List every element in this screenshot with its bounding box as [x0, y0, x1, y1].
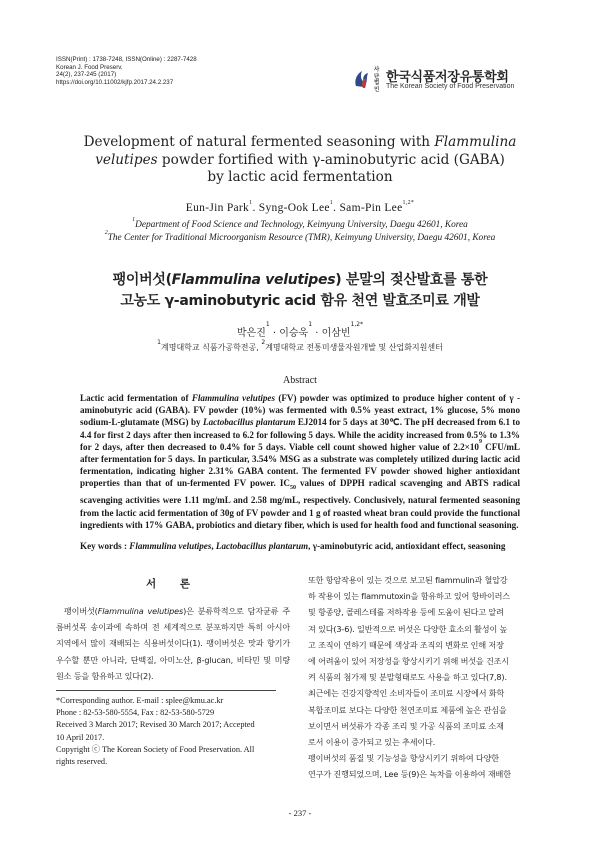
intro-paragraph: 팽이버섯(Flammulina velutipes)은 분류학적으로 담자균류 주름버섯목 송이과에 속하며 전 세계적으로 분포하지만 특히 아시아 지역에서 많이 재배되는 식용버섯이다(1). 팽이버섯은 맛과 향기가 우수할 뿐만 아니라, 단백질, 아미노산, β-glucan, 비타민 및 미량 원소 등을 함유하고 있다(2).: [56, 606, 290, 681]
text-line: 로서 이용이 증가되고 있는 추세이다.: [308, 737, 436, 748]
affiliations-korean: $^1$계명대학교 식품가공학전공, $^2$계명대학교 전통미생물자원개발 및 산업화지원센터: [157, 339, 443, 352]
text-line: 및 항종양, 콜레스테롤 저하작용 등에 도움이 된다고 알려: [308, 607, 504, 618]
copyright-line-cont: rights reserved.: [56, 757, 108, 767]
society-english-name: The Korean Society of Food Preservation: [386, 83, 515, 90]
page-number: - 237 -: [288, 808, 312, 818]
affiliations-english: [40, 219, 560, 244]
text-line: 보이면서 버섯류가 각종 조리 및 가공 식품의 조미료 소재: [308, 720, 504, 731]
text-line: 또한 항암작용이 있는 것으로 보고된 flammulin과 혈압강: [308, 575, 508, 585]
paper-title-english: [60, 134, 540, 187]
issn-line: ISSN(Print) : 1738-7248, ISSN(Online) : 2287-7428: [56, 56, 197, 63]
journal-header: [56, 56, 316, 86]
korean-title-line-2: 고농도 γ-aminobutyric acid 함유 천연 발효조미료 개발: [120, 293, 480, 309]
text-line: 복합조미료 보다는 다양한 천연조미료 제품에 높은 관심을: [308, 704, 507, 715]
abstract-heading: Abstract: [283, 375, 317, 386]
journal-name: Korean J. Food Preserv.: [56, 63, 123, 71]
copyright-line: Copyright ⓒ The Korean Society of Food Preservation. All: [56, 744, 255, 754]
text-line: 져 있다(3-6). 일반적으로 버섯은 다양한 효소의 활성이 높: [308, 623, 508, 634]
title-line-3: by lactic acid fermentation: [207, 169, 393, 185]
corresponding-author: *Corresponding author. E-mail : splee@kmu.ac.kr: [56, 696, 224, 705]
society-logo: [352, 66, 548, 96]
footnote: [56, 695, 292, 768]
text-line: 최근에는 건강지향적인 소비자들이 조미료 시장에서 화학: [308, 688, 505, 699]
logo-small-text: 사단 법인: [374, 67, 380, 93]
affiliation-2: $^2$The Center for Traditional Microorganism Resource (TMR), Keimyung University, Daegu 42601, Korea: [104, 229, 496, 243]
society-emblem-icon: [352, 68, 372, 90]
abstract-body: Lactic acid fermentation of Flammulina velutipes (FV) powder was optimized to produce higher content of γ -aminobutyric acid (GABA). FV powder (10%) was fermented with 0.5% yeast extract, 1% glucose, 5% mono sodium-L-glutamate (MSG) by Lactobacillus plantarum EJ2014 for 5 days at 30℃. The pH decreased from 6.1 to 4.4 for first 2 days after then increased to 6.2 for following 5 days. While the acidity increased from 0.5% to 1.3% for 2 days, after then decreased to 0.4% for 5 days. Viable cell count showed higher value of $2.2\times 10^9$ CFU/mL after fermentation for 5 days. In particular, 3.54% MSG as a substrate was completely utilized during lactic acid fermentation, indicating higher 2.31% GABA content. The fermented FV powder showed higher antioxidant properties than that of un-fermented FV power. $IC_{50}$ values of DPPH radical scavenging and ABTS radical scavenging activities were 1.11 mg/mL and 2.58 mg/mL, respectively. Conclusively, natural fermented seasoning from the lactic acid fermentation of 30g of FV powder and 1 g of roasted wheat bran could provide the functional ingredients with 17% GABA, probiotics and dietary fiber, which is used for health food and functional seasoning.: [80, 393, 521, 530]
text-line: 팽이버섯의 품질 및 기능성을 향상시키기 위하여 다양한: [308, 753, 499, 764]
society-korean-name: 한국식품저장유통학회: [386, 70, 509, 85]
text-line: 켜 식품의 첨가제 및 분말형태로도 사용을 하고 있다(7,8).: [308, 672, 507, 683]
text-line: 고 조직이 연하기 때문에 색상과 조직의 변화로 인해 저장: [308, 639, 504, 650]
contact-phone: Phone : 82-53-580-5554, Fax : 82-53-580-5729: [56, 708, 215, 718]
paper-title-korean: [40, 270, 560, 312]
right-column: [308, 572, 544, 783]
text-line: 연구가 진행되었으며, Lee 등(9)은 녹차를 이용하여 재배한: [308, 769, 511, 780]
text-line: 에 어려움이 있어 저장성을 향상시키기 위해 버섯을 건조시: [308, 656, 510, 667]
section-heading-introduction: 서 론: [146, 578, 200, 590]
korean-title-line-1: 팽이버섯(Flammulina velutipes) 분말의 젖산발효를 통한: [112, 272, 488, 288]
received-dates-cont: 10 April 2017.: [56, 732, 105, 742]
title-line-2: velutipes powder fortified with γ-aminobutyric acid (GABA): [95, 151, 505, 168]
footnote-divider: [56, 690, 276, 691]
left-column: [56, 572, 290, 684]
text-line: 하 작용이 있는 flammutoxin을 함유하고 있어 항바이러스: [308, 591, 510, 602]
title-line-1: Development of natural fermented seasoning with Flammulina: [83, 134, 517, 150]
authors-korean: 박은진$^1$ · 이승욱$^1$ · 이삼빈$^{1,2*}$: [236, 321, 364, 339]
received-dates: Received 3 March 2017; Revised 30 March 2017; Accepted: [56, 720, 255, 730]
keywords: Key words : Flammulina velutipes, Lactobacillus plantarum, γ-aminobutyric acid, antioxidant effect, seasoning: [80, 541, 506, 551]
volume-pages: 24(2), 237-245 (2017): [56, 71, 117, 79]
authors-english: Eun-Jin Park$^1$. Syng-Ook Lee$^1$. Sam-Pin Lee$^{1,2*}$: [185, 200, 415, 214]
right-column-text: [308, 572, 544, 783]
doi-link[interactable]: https://doi.org/10.11002/kjfp.2017.24.2.237: [56, 78, 174, 86]
affiliation-1: $^1$Department of Food Science and Technology, Keimyung University, Daegu 42601, Korea: [132, 217, 468, 230]
